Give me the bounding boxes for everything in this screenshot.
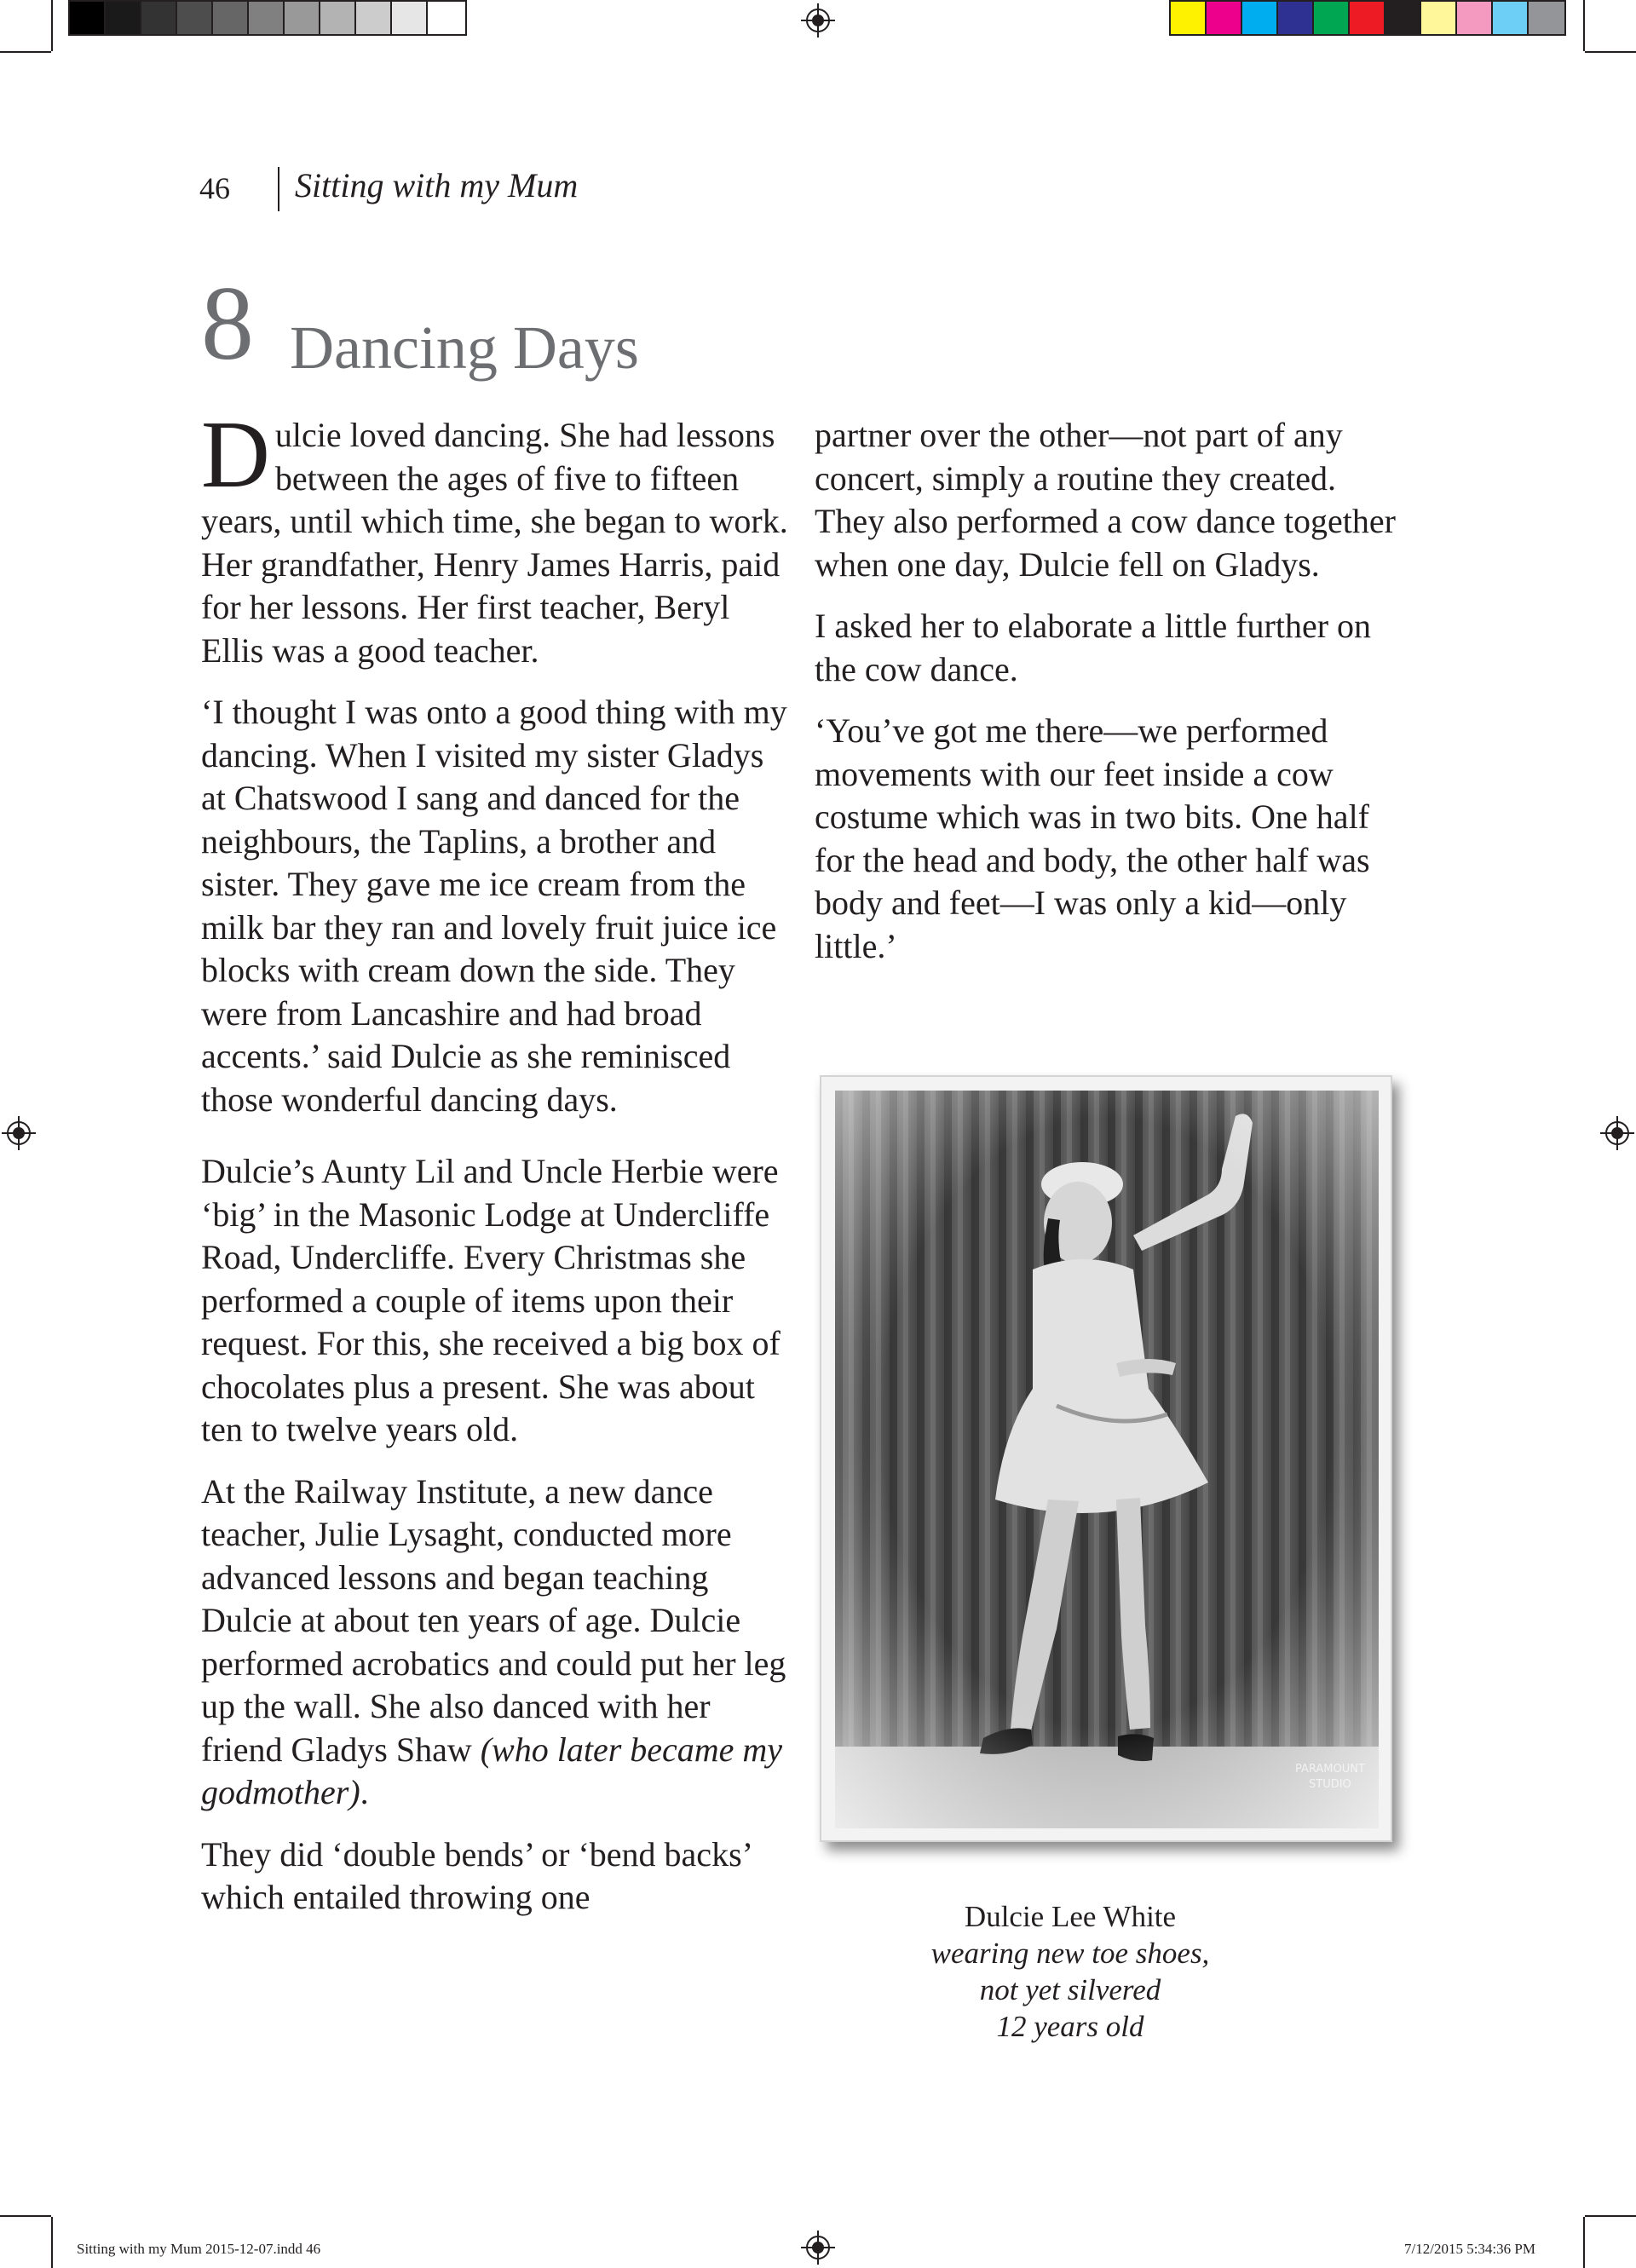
chapter-number: 8 [201,265,254,382]
gray-swatch [141,2,177,34]
crop-mark [1585,51,1636,53]
caption-name: Dulcie Lee White [964,1900,1177,1933]
caption-line: wearing new toe shoes, [930,1937,1210,1970]
paragraph-text: . [360,1773,369,1811]
paragraph: They did ‘double bends’ or ‘bend backs’ which entailed throwing one [201,1834,751,1916]
gray-swatch [356,2,392,34]
color-swatch [1314,2,1350,34]
crop-mark [1585,2215,1636,2217]
process-color-bar [1169,0,1566,36]
slug-timestamp: 7/12/2015 5:34:36 PM [1404,2241,1535,2257]
gray-swatch [320,2,356,34]
crop-mark [51,2217,53,2268]
paragraph-text: ulcie loved dancing. She had lessons between the ages of five to fifteen years, until which time, she began to work. Her grandfather, Henry James Harris, paid for her lessons. Her first teacher, Beryl Ellis was a good teacher. [201,416,788,670]
crop-mark [1583,2217,1585,2268]
color-swatch [1171,2,1207,34]
color-swatch [1350,2,1385,34]
color-swatch [1207,2,1242,34]
paragraph: ‘I thought I was onto a good thing with my dancing. When I visited my sister Gladys at Chatswood I sang and danced for the neighbours, the Taplins, a brother and sister. They gave me ice cream from the milk bar they ran and lovely fruit juice ice blocks with cream down the side. They were from Lancashire and had broad accents.’ said Dulcie as she reminisced those wonderful dancing days. [201,693,787,1119]
paragraph [201,1471,789,1815]
left-column [201,402,789,1938]
italic-aside: (who later became my godmother) [201,1730,783,1811]
gray-swatch [428,2,464,34]
gray-swatch [285,2,320,34]
crop-mark [0,2215,51,2217]
gray-swatch [106,2,141,34]
slug-file-info: Sitting with my Mum 2015-12-07.indd 46 [77,2241,321,2257]
color-swatch [1242,2,1278,34]
grayscale-color-bar [68,0,467,36]
chapter-title: Dancing Days [290,314,639,382]
color-swatch [1385,2,1421,34]
photo-vignette [835,1091,1379,1828]
photo-caption [900,1898,1241,2045]
crop-mark [1583,0,1585,51]
page-number: 46 [199,171,230,205]
registration-target-icon [801,2231,835,2265]
gray-swatch [177,2,213,34]
paragraph: ‘You’ve got me there—we performed movements with our feet inside a cow costume which was in two bits. One half for the head and body, the other half was body and feet—I was only a kid—only little.’ [815,711,1370,965]
color-swatch [1493,2,1529,34]
paragraph-text: At the Railway Institute, a new dance teacher, Julie Lysaght, conducted more advanced lessons and began teaching Dulcie at about ten years of age. Dulcie performed acrobatics and could put her leg up the wall. She also danced with her friend Gladys Shaw [201,1471,786,1769]
registration-target-icon [801,3,835,37]
registration-target-icon [1600,1116,1634,1150]
crop-mark [51,0,53,51]
registration-target-icon [2,1116,36,1150]
right-column [815,414,1411,987]
color-swatch [1421,2,1457,34]
paragraph: I asked her to elaborate a little further on the cow dance. [815,607,1372,688]
running-title: Sitting with my Mum [295,166,579,204]
color-swatch [1457,2,1493,34]
color-swatch [1278,2,1314,34]
gray-swatch [392,2,428,34]
caption-line: 12 years old [996,2010,1144,2043]
drop-cap: D [201,402,270,508]
header-divider [278,167,279,211]
color-swatch [1529,2,1564,34]
photo-frame [820,1075,1392,1842]
paragraph: partner over the other—not part of any concert, simply a routine they created. They also performed a cow dance together when one day, Dulcie fell on Gladys. [815,416,1396,584]
dancer-photo [835,1091,1379,1828]
paragraph: Dulcie’s Aunty Lil and Uncle Herbie were ‘big’ in the Masonic Lodge at Undercliffe Road, Undercliffe. Every Christmas she performed a couple of items upon their request. For this, she received a big box of chocolates plus a present. She was about ten to twelve years old. [201,1152,781,1448]
gray-swatch [249,2,285,34]
caption-line: not yet silvered [979,1973,1161,2006]
crop-mark [0,51,51,53]
gray-swatch [213,2,249,34]
paragraph [201,402,789,672]
gray-swatch [70,2,106,34]
